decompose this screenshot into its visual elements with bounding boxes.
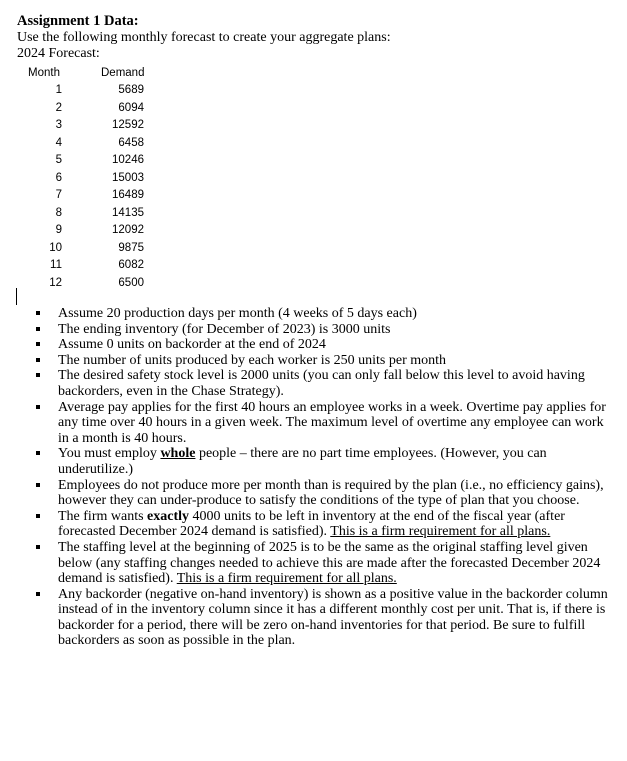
bullet-icon: [36, 311, 40, 315]
month-cell: 6: [55, 172, 62, 184]
column-header-month: Month: [28, 67, 60, 79]
demand-cell: 15003: [112, 172, 144, 184]
bullet-icon: [36, 358, 40, 362]
list-item: [0, 587, 614, 649]
bullet-icon: [36, 545, 40, 549]
demand-cell: 12592: [112, 119, 144, 131]
firm-requirement-note: This is a firm requirement for all plans.: [330, 524, 551, 540]
bullet-icon: [36, 342, 40, 346]
month-cell: 4: [55, 137, 62, 149]
bullet-icon: [36, 327, 40, 331]
list-item-text: The ending inventory (for December of 2023) is 3000 units: [58, 321, 391, 337]
column-header-demand: Demand: [101, 67, 145, 79]
demand-cell: 6458: [118, 137, 144, 149]
list-item: [0, 368, 614, 399]
month-cell: 11: [50, 259, 62, 271]
firm-requirement-note: This is a firm requirement for all plans.: [176, 571, 397, 587]
bullet-icon: [36, 373, 40, 377]
month-cell: 12: [49, 277, 62, 289]
list-item-text: Employees do not produce more per month than is required by the plan (i.e., no efficiency gains), however they can under-produce to satisfy the conditions of the type of plan that you choose.: [58, 477, 604, 509]
forecast-label: 2024 Forecast:: [17, 46, 100, 61]
demand-cell: 16489: [112, 189, 144, 201]
bullet-icon: [36, 514, 40, 518]
list-item-text: people – there are no part time employees. (However, you can underutilize.): [58, 446, 547, 477]
month-cell: 2: [55, 102, 62, 114]
list-item-text: The staffing level at the beginning of 2025 is to be the same as the original staffing level given below (any staffing changes needed to achieve this are made after the forecasted December 2024 demand is satisfied).: [58, 539, 601, 587]
list-item-text: The desired safety stock level is 2000 units (you can only fall below this level to avoid having backorders, even in the Chase Strategy).: [58, 368, 585, 399]
demand-cell: 9875: [118, 242, 144, 254]
list-item: [0, 540, 614, 587]
list-item-text: The firm wants: [58, 508, 148, 524]
demand-cell: 6082: [118, 259, 144, 271]
list-item: [0, 306, 614, 322]
list-item-text: Any backorder (negative on-hand inventory) is shown as a positive value in the backorder column instead of in the inventory column since it has a different monthly cost per unit. That is, if there is backorder for a period, there will be zero on-hand inventories for that period. Be sure to fulfill backorders as soon as possible in the plan.: [58, 586, 608, 649]
month-cell: 3: [55, 119, 62, 131]
bullet-icon: [36, 483, 40, 487]
demand-cell: 5689: [118, 84, 144, 96]
assumptions-list: [0, 306, 627, 649]
month-cell: 9: [55, 224, 62, 236]
list-item-text: Assume 0 units on backorder at the end of 2024: [58, 337, 326, 353]
list-item-text: 4000 units to be left in inventory at the end of the fiscal year (after forecasted December 2024 demand is satisfied).: [58, 508, 565, 540]
assignment-title: Assignment 1 Data:: [17, 13, 139, 29]
list-item: [0, 509, 614, 540]
demand-cell: 12092: [112, 224, 144, 236]
bullet-icon: [36, 592, 40, 596]
list-item-text: Average pay applies for the first 40 hours an employee works in a week. Overtime pay applies for any time over 40 hours in a given week. The maximum level of overtime any employee can work in a month is 40 hours.: [58, 399, 606, 446]
month-cell: 5: [55, 154, 62, 166]
list-item: [0, 478, 614, 509]
month-cell: 10: [49, 242, 62, 254]
demand-cell: 14135: [112, 207, 144, 219]
intro-text: Use the following monthly forecast to create your aggregate plans:: [17, 30, 391, 45]
demand-cell: 6094: [118, 102, 144, 114]
list-item: [0, 353, 614, 369]
emphasis-exactly: exactly: [147, 508, 190, 524]
demand-cell: 10246: [112, 154, 144, 166]
list-item-text: You must employ: [58, 446, 161, 462]
list-item-text: Assume 20 production days per month (4 weeks of 5 days each): [58, 306, 417, 321]
list-item: [0, 446, 614, 477]
month-cell: 8: [55, 207, 62, 219]
list-item: [0, 322, 614, 338]
month-cell: 1: [55, 84, 62, 96]
bullet-icon: [36, 451, 40, 455]
text-cursor: [16, 288, 17, 305]
list-item-text: The number of units produced by each worker is 250 units per month: [58, 352, 447, 368]
bullet-icon: [36, 405, 40, 409]
list-item: [0, 337, 614, 353]
list-item: [0, 400, 614, 447]
emphasis-whole: whole: [160, 446, 196, 462]
month-cell: 7: [55, 189, 62, 201]
demand-cell: 6500: [118, 277, 144, 289]
